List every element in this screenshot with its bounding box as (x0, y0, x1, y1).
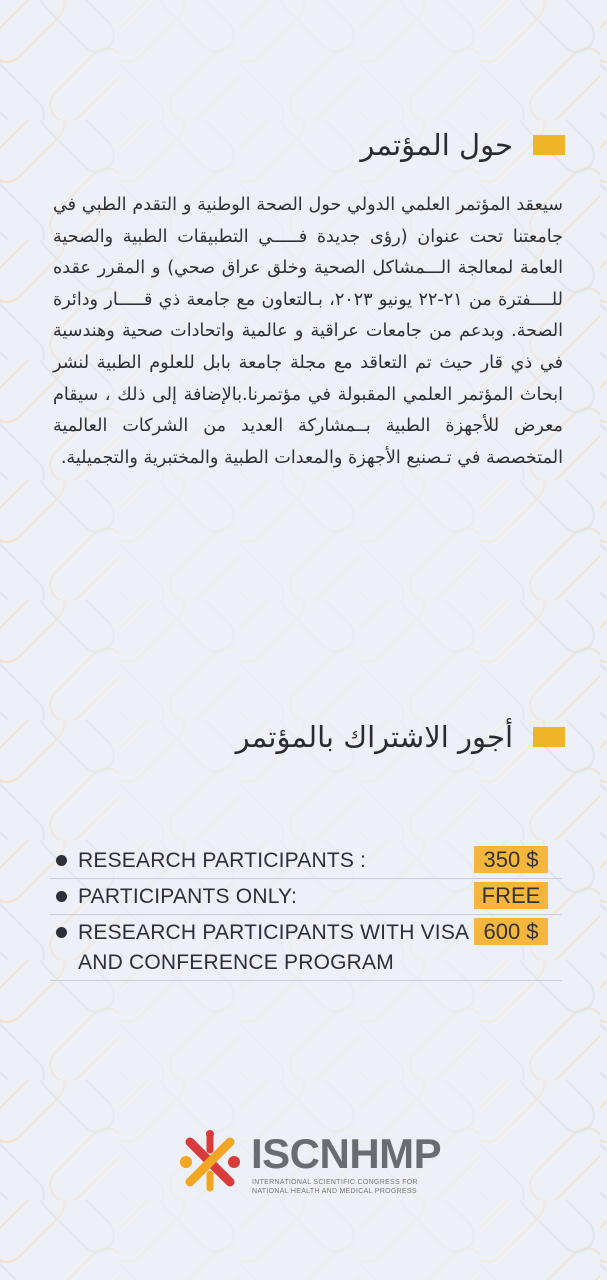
fee-label: RESEARCH PARTICIPANTS WITH VISA AND CONFERENCE PROGRAM (78, 921, 469, 974)
heading-bullet-square (533, 135, 565, 155)
people-mark-icon (178, 1130, 242, 1194)
fee-label: PARTICIPANTS ONLY: (78, 885, 298, 908)
logo-subtitle-line: INTERNATIONAL SCIENTIFIC CONGRESS FOR (252, 1179, 418, 1186)
fee-row-research-visa-program (50, 915, 562, 981)
about-title: حول المؤتمر (360, 128, 513, 162)
bullet-dot-icon (56, 855, 67, 866)
about-heading (360, 128, 565, 162)
fee-label: RESEARCH PARTICIPANTS : (78, 849, 367, 872)
fees-heading (236, 720, 565, 754)
logo-title: ISCNHMP (251, 1130, 442, 1177)
conference-logo (178, 1128, 448, 1200)
fees-list (50, 843, 562, 981)
bullet-dot-icon (56, 927, 67, 938)
fee-row-participants-only (50, 879, 562, 915)
fee-price: FREE (474, 882, 548, 909)
fee-row-research-participants (50, 843, 562, 879)
heading-bullet-square (533, 727, 565, 747)
fees-title: أجور الاشتراك بالمؤتمر (235, 720, 513, 754)
fee-price: 600 $ (474, 918, 548, 945)
logo-subtitle (252, 1178, 442, 1196)
logo-subtitle-line: NATIONAL HEALTH AND MEDICAL PROGRESS (252, 1188, 417, 1195)
fee-price: 350 $ (474, 846, 548, 873)
bullet-dot-icon (56, 891, 67, 902)
about-paragraph: سيعقد المؤتمر العلمي الدولي حول الصحة الوطنية و التقدم الطبي في جامعتنا تحت عنوان (رؤى جديدة فـــــي التطبيقات الطبية والصحية العامة لمعالجة الـــمشاكل الصحية وخلق عراق صحي) و المقرر عقده للــــفترة من ٢١-٢٢ يونيو ٢٠٢٣، بـالتعاون مع جامعة ذي قـــــار ودائرة الصحة. وبدعم من جامعات عراقية و عالمية واتحادات صحية وهندسية في ذي قار حيث تم التعاقد مع مجلة جامعة بابل للعلوم الطبية لنشر ابحاث المؤتمر العلمي المقبولة في مؤتمرنا.بالإضافة إلى ذلك ، سيقام معرض للأجهزة الطبية بــمشاركة العديد من الشركات العالمية المتخصصة في تـصنيع الأجهزة والمعدات الطبية والمختبرية والتجميلية. (53, 195, 563, 468)
